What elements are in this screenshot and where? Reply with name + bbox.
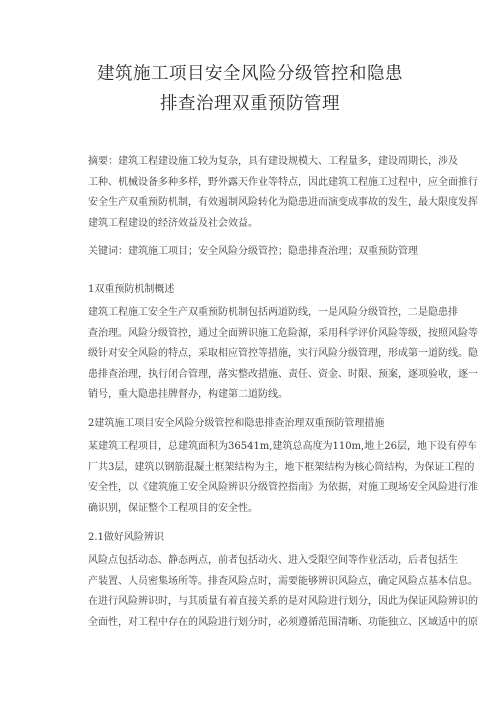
section-2-line: 确识别，保证整个工程项目的安全性。 (88, 502, 258, 514)
section-2-1-heading: 2.1做好风险辨识 (88, 532, 164, 543)
document-title-line-1: 建筑施工项目安全风险分级管控和隐患 (97, 64, 403, 84)
section-2-line: 某建筑工程项目，总建筑面积为36541m,建筑总高度为110m,地上26层，地下设有停车 (88, 441, 477, 452)
section-1-heading: 1双重预防机制概述 (88, 284, 175, 295)
document-title-line-2: 排查治理双重预防管理 (160, 94, 340, 114)
section-1-line: 销号，重大隐患挂牌督办，构建第二道防线。 (88, 389, 288, 400)
section-2-1-line: 全面性，对工程中存在的风险进行划分时，必须遵循范围清晰、功能独立、区域适中的原 (88, 616, 478, 628)
section-1-line: 查治理。风险分级管控，通过全面辨识施工危险源，采用科学评价风险等级，按照风险等 (88, 327, 478, 339)
section-1-line: 患排查治理，执行闭合管理，落实整改措施、责任、资金、时限、预案，逐项验收，逐一 (88, 368, 478, 380)
section-2-1-line: 产装置、人员密集场所等。排查风险点时，需要能够辨识风险点，确定风险点基本信息。 (88, 575, 478, 587)
section-2-line: 厂共3层，建筑以钢筋混凝土框架结构为主，地下框架结构为核心筒结构，为保证工程的 (88, 461, 475, 473)
section-1-line: 建筑工程施工安全生产双重预防机制包括两道防线，一是风险分级管控，二是隐患排 (88, 307, 458, 318)
section-2-1-line: 在进行风险辨识时，与其质量有着直接关系的是对风险进行划分，因此为保证风险辨识的 (88, 596, 478, 607)
keywords-line: 关键词：建筑施工项目；安全风险分级管控；隐患排查治理；双重预防管理 (88, 246, 418, 257)
section-2-1-line: 风险点包括动态、静态两点，前者包括动火、进入受限空间等作业活动，后者包括生 (88, 555, 458, 566)
abstract-paragraph (88, 152, 478, 234)
abstract-line: 建筑工程建设的经济效益及社会效益。 (88, 217, 258, 229)
section-2-line: 安全性，以《建筑施工安全风险辨识分级管控指南》为依据，对施工现场安全风险进行准 (88, 482, 478, 493)
abstract-line: 安全生产双重预防机制，有效遏制风险转化为隐患进而演变成事故的发生，最大限度发挥 (88, 197, 478, 208)
section-1-paragraph (88, 303, 478, 406)
section-2-paragraph (88, 437, 478, 519)
section-2-1-paragraph (88, 551, 478, 633)
abstract-line: 工种、机械设备多种多样，野外露天作业等特点，因此建筑工程施工过程中，应全面推行 (88, 176, 478, 188)
abstract-line: 摘要：建筑工程建设施工较为复杂，具有建设规模大、工程量多，建设周期长，涉及 (88, 156, 458, 167)
section-1-line: 级针对安全风险的特点，采取相应管控等措施，实行风险分级管理，形成第一道防线。隐 (88, 348, 478, 359)
section-2-heading: 2建筑施工项目安全风险分级管控和隐患排查治理双重预防管理措施 (88, 418, 385, 429)
